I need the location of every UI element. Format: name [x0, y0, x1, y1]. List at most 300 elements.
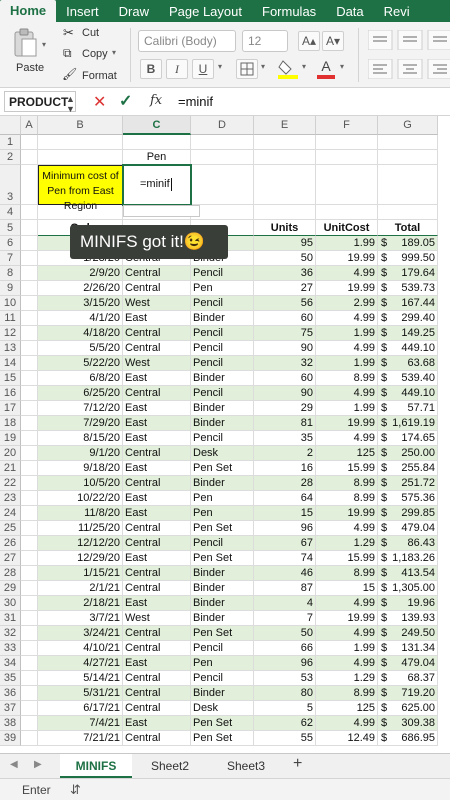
cell[interactable] — [254, 150, 316, 165]
table-cell[interactable]: East — [123, 416, 191, 431]
table-cell[interactable] — [378, 686, 438, 701]
table-cell[interactable]: 19.99 — [316, 416, 378, 431]
cell[interactable] — [254, 135, 316, 150]
table-cell[interactable]: Pencil — [191, 356, 254, 371]
select-all-corner[interactable] — [0, 116, 21, 135]
table-cell[interactable]: Pen Set — [191, 731, 254, 746]
table-cell[interactable]: 7 — [254, 611, 316, 626]
table-cell[interactable]: 27 — [254, 281, 316, 296]
align-left-icon[interactable] — [368, 59, 450, 79]
table-cell[interactable] — [378, 551, 438, 566]
table-cell[interactable]: Central — [123, 626, 191, 641]
table-cell[interactable]: Pen — [191, 491, 254, 506]
row-header[interactable]: 19 — [0, 431, 21, 446]
row-header[interactable]: 11 — [0, 311, 21, 326]
table-cell[interactable] — [378, 296, 438, 311]
table-cell[interactable]: 15 — [254, 506, 316, 521]
cell[interactable] — [21, 386, 38, 401]
table-cell[interactable]: Pen — [191, 281, 254, 296]
table-cell[interactable]: 36 — [254, 266, 316, 281]
table-cell[interactable]: 2/1/21 — [38, 581, 123, 596]
table-cell[interactable]: 1/15/21 — [38, 566, 123, 581]
cell[interactable] — [378, 205, 438, 220]
row-header[interactable]: 34 — [0, 656, 21, 671]
format-painter-icon[interactable]: 🖌 — [62, 67, 78, 81]
row-header[interactable]: 33 — [0, 641, 21, 656]
table-cell[interactable]: Pencil — [191, 341, 254, 356]
table-cell[interactable]: 7/21/21 — [38, 731, 123, 746]
borders-dropdown-icon[interactable]: ▾ — [261, 62, 266, 71]
row-header[interactable]: 28 — [0, 566, 21, 581]
row-header[interactable]: 27 — [0, 551, 21, 566]
row-header[interactable]: 14 — [0, 356, 21, 371]
cell[interactable] — [378, 165, 438, 205]
table-cell[interactable]: 8.99 — [316, 371, 378, 386]
cell[interactable] — [191, 150, 254, 165]
table-cell[interactable]: Binder — [191, 686, 254, 701]
row-header[interactable]: 6 — [0, 236, 21, 251]
sheet-tab-sheet3[interactable]: Sheet3 — [226, 759, 266, 773]
cell[interactable] — [21, 581, 38, 596]
font-color-dropdown-icon[interactable]: ▾ — [340, 62, 345, 71]
tab-insert[interactable]: Insert — [66, 4, 99, 19]
table-cell[interactable] — [378, 311, 438, 326]
table-cell[interactable] — [378, 536, 438, 551]
table-cell[interactable]: Desk — [191, 701, 254, 716]
table-cell[interactable]: Binder — [191, 581, 254, 596]
cell[interactable] — [38, 150, 123, 165]
table-cell[interactable]: East — [123, 491, 191, 506]
table-cell[interactable]: Binder — [191, 401, 254, 416]
scroll-right-icon[interactable]: ▶ — [34, 759, 42, 770]
tab-home[interactable]: Home — [0, 0, 56, 22]
table-cell[interactable]: Binder — [191, 596, 254, 611]
table-cell[interactable]: 6/17/21 — [38, 701, 123, 716]
function-suggestion-list[interactable] — [123, 205, 200, 217]
cell[interactable] — [21, 596, 38, 611]
table-cell[interactable]: 7/29/20 — [38, 416, 123, 431]
table-cell[interactable]: Pencil — [191, 641, 254, 656]
font-grow-button[interactable]: A▴ — [298, 31, 320, 51]
table-cell[interactable] — [378, 581, 438, 596]
cut-icon[interactable]: ✂ — [63, 25, 74, 40]
column-header-c[interactable]: C — [123, 116, 191, 135]
row-header[interactable]: 25 — [0, 521, 21, 536]
table-cell[interactable] — [378, 656, 438, 671]
row-header[interactable]: 5 — [0, 220, 21, 236]
table-cell[interactable]: 4.99 — [316, 266, 378, 281]
table-cell[interactable] — [378, 566, 438, 581]
cell[interactable] — [21, 536, 38, 551]
underline-button[interactable]: U — [192, 59, 214, 79]
table-cell[interactable]: Central — [123, 566, 191, 581]
table-cell[interactable] — [378, 626, 438, 641]
table-cell[interactable]: Pencil — [191, 296, 254, 311]
cell[interactable] — [21, 150, 38, 165]
table-cell[interactable]: Central — [123, 476, 191, 491]
table-cell[interactable]: 74 — [254, 551, 316, 566]
format-painter-button[interactable]: Format — [82, 70, 117, 82]
table-cell[interactable]: 3/24/21 — [38, 626, 123, 641]
table-cell[interactable]: 4.99 — [316, 626, 378, 641]
table-cell[interactable]: 4/18/20 — [38, 326, 123, 341]
table-cell[interactable]: 8.99 — [316, 476, 378, 491]
name-box-dropdown-icon[interactable]: ▲ ▼ — [66, 94, 75, 114]
table-cell[interactable]: 2/18/21 — [38, 596, 123, 611]
table-cell[interactable]: 4.99 — [316, 341, 378, 356]
table-cell[interactable]: Binder — [191, 311, 254, 326]
table-cell[interactable]: 1.99 — [316, 401, 378, 416]
table-cell[interactable]: Pencil — [191, 266, 254, 281]
cell[interactable] — [21, 686, 38, 701]
fill-color-dropdown-icon[interactable]: ▾ — [302, 62, 307, 71]
table-cell[interactable] — [378, 386, 438, 401]
row-header[interactable]: 18 — [0, 416, 21, 431]
row-header[interactable]: 8 — [0, 266, 21, 281]
table-cell[interactable]: 64 — [254, 491, 316, 506]
table-cell[interactable]: 5/5/20 — [38, 341, 123, 356]
row-header[interactable]: 23 — [0, 491, 21, 506]
cell[interactable] — [21, 611, 38, 626]
table-cell[interactable] — [378, 356, 438, 371]
cell[interactable] — [21, 731, 38, 746]
fill-color-icon[interactable] — [276, 58, 300, 80]
table-cell[interactable]: Pen — [191, 506, 254, 521]
cell[interactable] — [316, 135, 378, 150]
table-cell[interactable] — [378, 671, 438, 686]
table-cell[interactable]: 2.99 — [316, 296, 378, 311]
insert-function-button[interactable]: fx — [150, 93, 163, 108]
table-cell[interactable]: Binder — [191, 611, 254, 626]
table-cell[interactable]: 8/15/20 — [38, 431, 123, 446]
row-header[interactable]: 12 — [0, 326, 21, 341]
tab-data[interactable]: Data — [336, 4, 364, 19]
table-cell[interactable]: 35 — [254, 431, 316, 446]
table-cell[interactable] — [378, 431, 438, 446]
table-cell[interactable] — [378, 281, 438, 296]
table-cell[interactable]: East — [123, 716, 191, 731]
row-header[interactable]: 39 — [0, 731, 21, 746]
table-cell[interactable] — [378, 596, 438, 611]
table-cell[interactable]: 4/1/20 — [38, 311, 123, 326]
cancel-icon[interactable]: ✕ — [93, 94, 107, 111]
tab-formulas[interactable]: Formulas — [262, 4, 317, 19]
row-header[interactable]: 13 — [0, 341, 21, 356]
underline-dropdown-icon[interactable]: ▾ — [218, 62, 223, 71]
table-cell[interactable]: 4.99 — [316, 521, 378, 536]
table-cell[interactable]: 55 — [254, 731, 316, 746]
cell[interactable] — [21, 281, 38, 296]
cell[interactable] — [21, 716, 38, 731]
table-cell[interactable]: 81 — [254, 416, 316, 431]
table-cell[interactable]: 4.99 — [316, 431, 378, 446]
table-cell[interactable]: 60 — [254, 371, 316, 386]
table-cell[interactable]: East — [123, 596, 191, 611]
table-cell[interactable]: 2/9/20 — [38, 266, 123, 281]
row-header[interactable]: 16 — [0, 386, 21, 401]
cell[interactable] — [254, 205, 316, 220]
table-cell[interactable]: 53 — [254, 671, 316, 686]
cell[interactable] — [21, 461, 38, 476]
cell[interactable] — [21, 311, 38, 326]
paste-icon[interactable] — [12, 28, 38, 58]
cell[interactable] — [21, 236, 38, 251]
row-header[interactable]: 38 — [0, 716, 21, 731]
cell[interactable] — [21, 521, 38, 536]
table-cell[interactable]: East — [123, 371, 191, 386]
table-cell[interactable] — [378, 416, 438, 431]
cell[interactable] — [21, 626, 38, 641]
table-cell[interactable] — [378, 476, 438, 491]
cell[interactable] — [21, 371, 38, 386]
table-cell[interactable]: 15.99 — [316, 551, 378, 566]
table-cell[interactable]: 1.99 — [316, 326, 378, 341]
table-cell[interactable]: 4.99 — [316, 656, 378, 671]
table-cell[interactable]: Pencil — [191, 431, 254, 446]
table-cell[interactable]: Central — [123, 701, 191, 716]
table-cell[interactable]: Pen Set — [191, 626, 254, 641]
table-cell[interactable]: 2 — [254, 446, 316, 461]
table-cell[interactable]: 62 — [254, 716, 316, 731]
table-cell[interactable]: 19.99 — [316, 611, 378, 626]
column-header-e[interactable]: E — [254, 116, 316, 135]
cell[interactable] — [191, 135, 254, 150]
table-cell[interactable]: 11/8/20 — [38, 506, 123, 521]
table-cell[interactable]: 32 — [254, 356, 316, 371]
cell[interactable] — [38, 135, 123, 150]
scroll-left-icon[interactable]: ◀ — [10, 759, 18, 770]
table-cell[interactable]: 8.99 — [316, 566, 378, 581]
table-cell[interactable]: 6/8/20 — [38, 371, 123, 386]
cell[interactable] — [21, 326, 38, 341]
formula-input[interactable]: =minif — [178, 94, 214, 109]
table-cell[interactable]: 12/12/20 — [38, 536, 123, 551]
table-cell[interactable]: East — [123, 656, 191, 671]
cell[interactable] — [21, 220, 38, 236]
table-cell[interactable]: 15 — [316, 581, 378, 596]
tab-page-layout[interactable]: Page Layout — [168, 4, 242, 19]
cell[interactable] — [21, 551, 38, 566]
table-cell[interactable]: 125 — [316, 446, 378, 461]
italic-button[interactable]: I — [166, 59, 188, 79]
table-cell[interactable]: Central — [123, 686, 191, 701]
row-header[interactable]: 2 — [0, 150, 21, 165]
tab-review[interactable]: Revi — [383, 4, 410, 19]
table-cell[interactable]: 67 — [254, 536, 316, 551]
align-top-icon[interactable] — [368, 30, 450, 50]
table-cell[interactable]: 46 — [254, 566, 316, 581]
table-cell[interactable]: 60 — [254, 311, 316, 326]
row-header[interactable]: 4 — [0, 205, 21, 220]
table-cell[interactable]: Pen Set — [191, 461, 254, 476]
table-cell[interactable] — [378, 401, 438, 416]
table-cell[interactable]: 7/12/20 — [38, 401, 123, 416]
name-box[interactable]: PRODUCT — [4, 91, 76, 112]
table-cell[interactable]: 12/29/20 — [38, 551, 123, 566]
table-cell[interactable] — [378, 236, 438, 251]
row-header[interactable]: 9 — [0, 281, 21, 296]
add-sheet-button[interactable]: + — [293, 755, 303, 772]
table-cell[interactable]: 4/10/21 — [38, 641, 123, 656]
cell[interactable] — [21, 266, 38, 281]
table-cell[interactable] — [378, 701, 438, 716]
cell[interactable] — [21, 641, 38, 656]
row-header[interactable]: 20 — [0, 446, 21, 461]
table-cell[interactable]: 19.99 — [316, 506, 378, 521]
cell[interactable] — [316, 205, 378, 220]
table-cell[interactable]: East — [123, 461, 191, 476]
table-cell[interactable] — [378, 506, 438, 521]
font-size-select[interactable]: 12 — [242, 30, 288, 52]
table-cell[interactable]: 50 — [254, 251, 316, 266]
table-cell[interactable] — [378, 491, 438, 506]
font-shrink-button[interactable]: A▾ — [322, 31, 344, 51]
table-cell[interactable] — [378, 731, 438, 746]
table-cell[interactable]: 7/4/21 — [38, 716, 123, 731]
table-cell[interactable] — [378, 371, 438, 386]
row-header[interactable]: 22 — [0, 476, 21, 491]
paste-dropdown-icon[interactable]: ▾ — [42, 40, 47, 49]
row-header[interactable]: 29 — [0, 581, 21, 596]
table-cell[interactable]: 5/31/21 — [38, 686, 123, 701]
table-cell[interactable]: 80 — [254, 686, 316, 701]
table-cell[interactable]: 19.99 — [316, 251, 378, 266]
cell[interactable] — [21, 401, 38, 416]
table-cell[interactable]: 95 — [254, 236, 316, 251]
cell[interactable] — [21, 205, 38, 220]
table-cell[interactable]: Desk — [191, 446, 254, 461]
table-cell[interactable] — [378, 641, 438, 656]
copy-icon[interactable]: ⧉ — [63, 46, 72, 60]
table-cell[interactable]: 9/18/20 — [38, 461, 123, 476]
table-cell[interactable]: 50 — [254, 626, 316, 641]
table-cell[interactable]: 66 — [254, 641, 316, 656]
table-cell[interactable]: Pen Set — [191, 521, 254, 536]
cut-button[interactable]: Cut — [82, 27, 100, 39]
cell[interactable] — [21, 356, 38, 371]
column-header-d[interactable]: D — [191, 116, 254, 135]
table-cell[interactable]: 96 — [254, 521, 316, 536]
table-cell[interactable]: Binder — [191, 566, 254, 581]
table-cell[interactable]: 16 — [254, 461, 316, 476]
cell[interactable] — [21, 701, 38, 716]
row-header[interactable]: 7 — [0, 251, 21, 266]
table-cell[interactable]: Binder — [191, 371, 254, 386]
cell[interactable] — [21, 476, 38, 491]
cell[interactable] — [191, 165, 254, 205]
table-cell[interactable] — [378, 461, 438, 476]
table-cell[interactable]: West — [123, 296, 191, 311]
table-cell[interactable]: 4 — [254, 596, 316, 611]
table-cell[interactable]: 56 — [254, 296, 316, 311]
table-cell[interactable]: 3/7/21 — [38, 611, 123, 626]
paste-button[interactable]: Paste — [16, 62, 45, 74]
borders-icon[interactable] — [236, 59, 258, 79]
table-cell[interactable]: East — [123, 431, 191, 446]
row-header[interactable]: 37 — [0, 701, 21, 716]
table-cell[interactable]: Central — [123, 536, 191, 551]
table-cell[interactable]: Pen Set — [191, 551, 254, 566]
table-cell[interactable]: Central — [123, 521, 191, 536]
cell[interactable] — [21, 341, 38, 356]
copy-dropdown-icon[interactable]: ▾ — [112, 48, 117, 57]
table-cell[interactable]: 1.29 — [316, 536, 378, 551]
table-cell[interactable]: 4.99 — [316, 596, 378, 611]
font-name-select[interactable]: Calibri (Body) — [138, 30, 236, 52]
cell[interactable] — [316, 165, 378, 205]
table-cell[interactable]: Pencil — [191, 326, 254, 341]
table-cell[interactable]: Central — [123, 281, 191, 296]
table-cell[interactable]: 96 — [254, 656, 316, 671]
table-cell[interactable]: 1.29 — [316, 671, 378, 686]
sheet-tab-sheet2[interactable]: Sheet2 — [150, 759, 190, 773]
table-cell[interactable]: 90 — [254, 341, 316, 356]
table-cell[interactable]: 125 — [316, 701, 378, 716]
table-cell[interactable]: 4/27/21 — [38, 656, 123, 671]
column-header-g[interactable]: G — [378, 116, 438, 135]
cell[interactable] — [21, 165, 38, 205]
table-cell[interactable] — [378, 521, 438, 536]
table-cell[interactable]: Central — [123, 641, 191, 656]
table-header-cell[interactable]: Total — [378, 220, 438, 236]
table-cell[interactable]: 12.49 — [316, 731, 378, 746]
cell[interactable] — [316, 150, 378, 165]
row-header[interactable]: 15 — [0, 371, 21, 386]
table-header-cell[interactable]: Units — [254, 220, 316, 236]
table-cell[interactable]: Central — [123, 341, 191, 356]
cell[interactable] — [21, 296, 38, 311]
column-header-a[interactable]: A — [21, 116, 38, 135]
row-header[interactable]: 32 — [0, 626, 21, 641]
table-header-cell[interactable]: UnitCost — [316, 220, 378, 236]
cell[interactable] — [21, 135, 38, 150]
cell[interactable] — [21, 416, 38, 431]
table-cell[interactable]: Pen — [191, 656, 254, 671]
table-cell[interactable]: 28 — [254, 476, 316, 491]
tab-draw[interactable]: Draw — [118, 4, 149, 19]
table-cell[interactable]: Pencil — [191, 386, 254, 401]
accessibility-icon[interactable]: ⇵ — [70, 782, 81, 797]
table-cell[interactable] — [378, 716, 438, 731]
table-cell[interactable]: Central — [123, 446, 191, 461]
cell[interactable] — [21, 431, 38, 446]
cell[interactable] — [21, 656, 38, 671]
cell[interactable] — [21, 506, 38, 521]
table-cell[interactable]: Pen Set — [191, 716, 254, 731]
row-header[interactable]: 31 — [0, 611, 21, 626]
table-cell[interactable] — [378, 266, 438, 281]
table-cell[interactable] — [378, 251, 438, 266]
table-cell[interactable]: Central — [123, 386, 191, 401]
table-cell[interactable]: 87 — [254, 581, 316, 596]
table-cell[interactable]: 4.99 — [316, 386, 378, 401]
row-header[interactable]: 3 — [0, 165, 21, 205]
cell[interactable] — [378, 150, 438, 165]
table-cell[interactable]: 5/22/20 — [38, 356, 123, 371]
table-cell[interactable]: 19.99 — [316, 281, 378, 296]
table-cell[interactable]: 8.99 — [316, 686, 378, 701]
table-cell[interactable]: 9/1/20 — [38, 446, 123, 461]
table-cell[interactable]: West — [123, 611, 191, 626]
table-cell[interactable]: 10/22/20 — [38, 491, 123, 506]
criteria-label-cell[interactable]: Minimum cost of Pen from East Region — [38, 165, 123, 205]
table-cell[interactable]: East — [123, 551, 191, 566]
column-header-f[interactable]: F — [316, 116, 378, 135]
table-cell[interactable]: Binder — [191, 476, 254, 491]
cell[interactable] — [21, 491, 38, 506]
row-header[interactable]: 36 — [0, 686, 21, 701]
table-cell[interactable]: 1.99 — [316, 641, 378, 656]
